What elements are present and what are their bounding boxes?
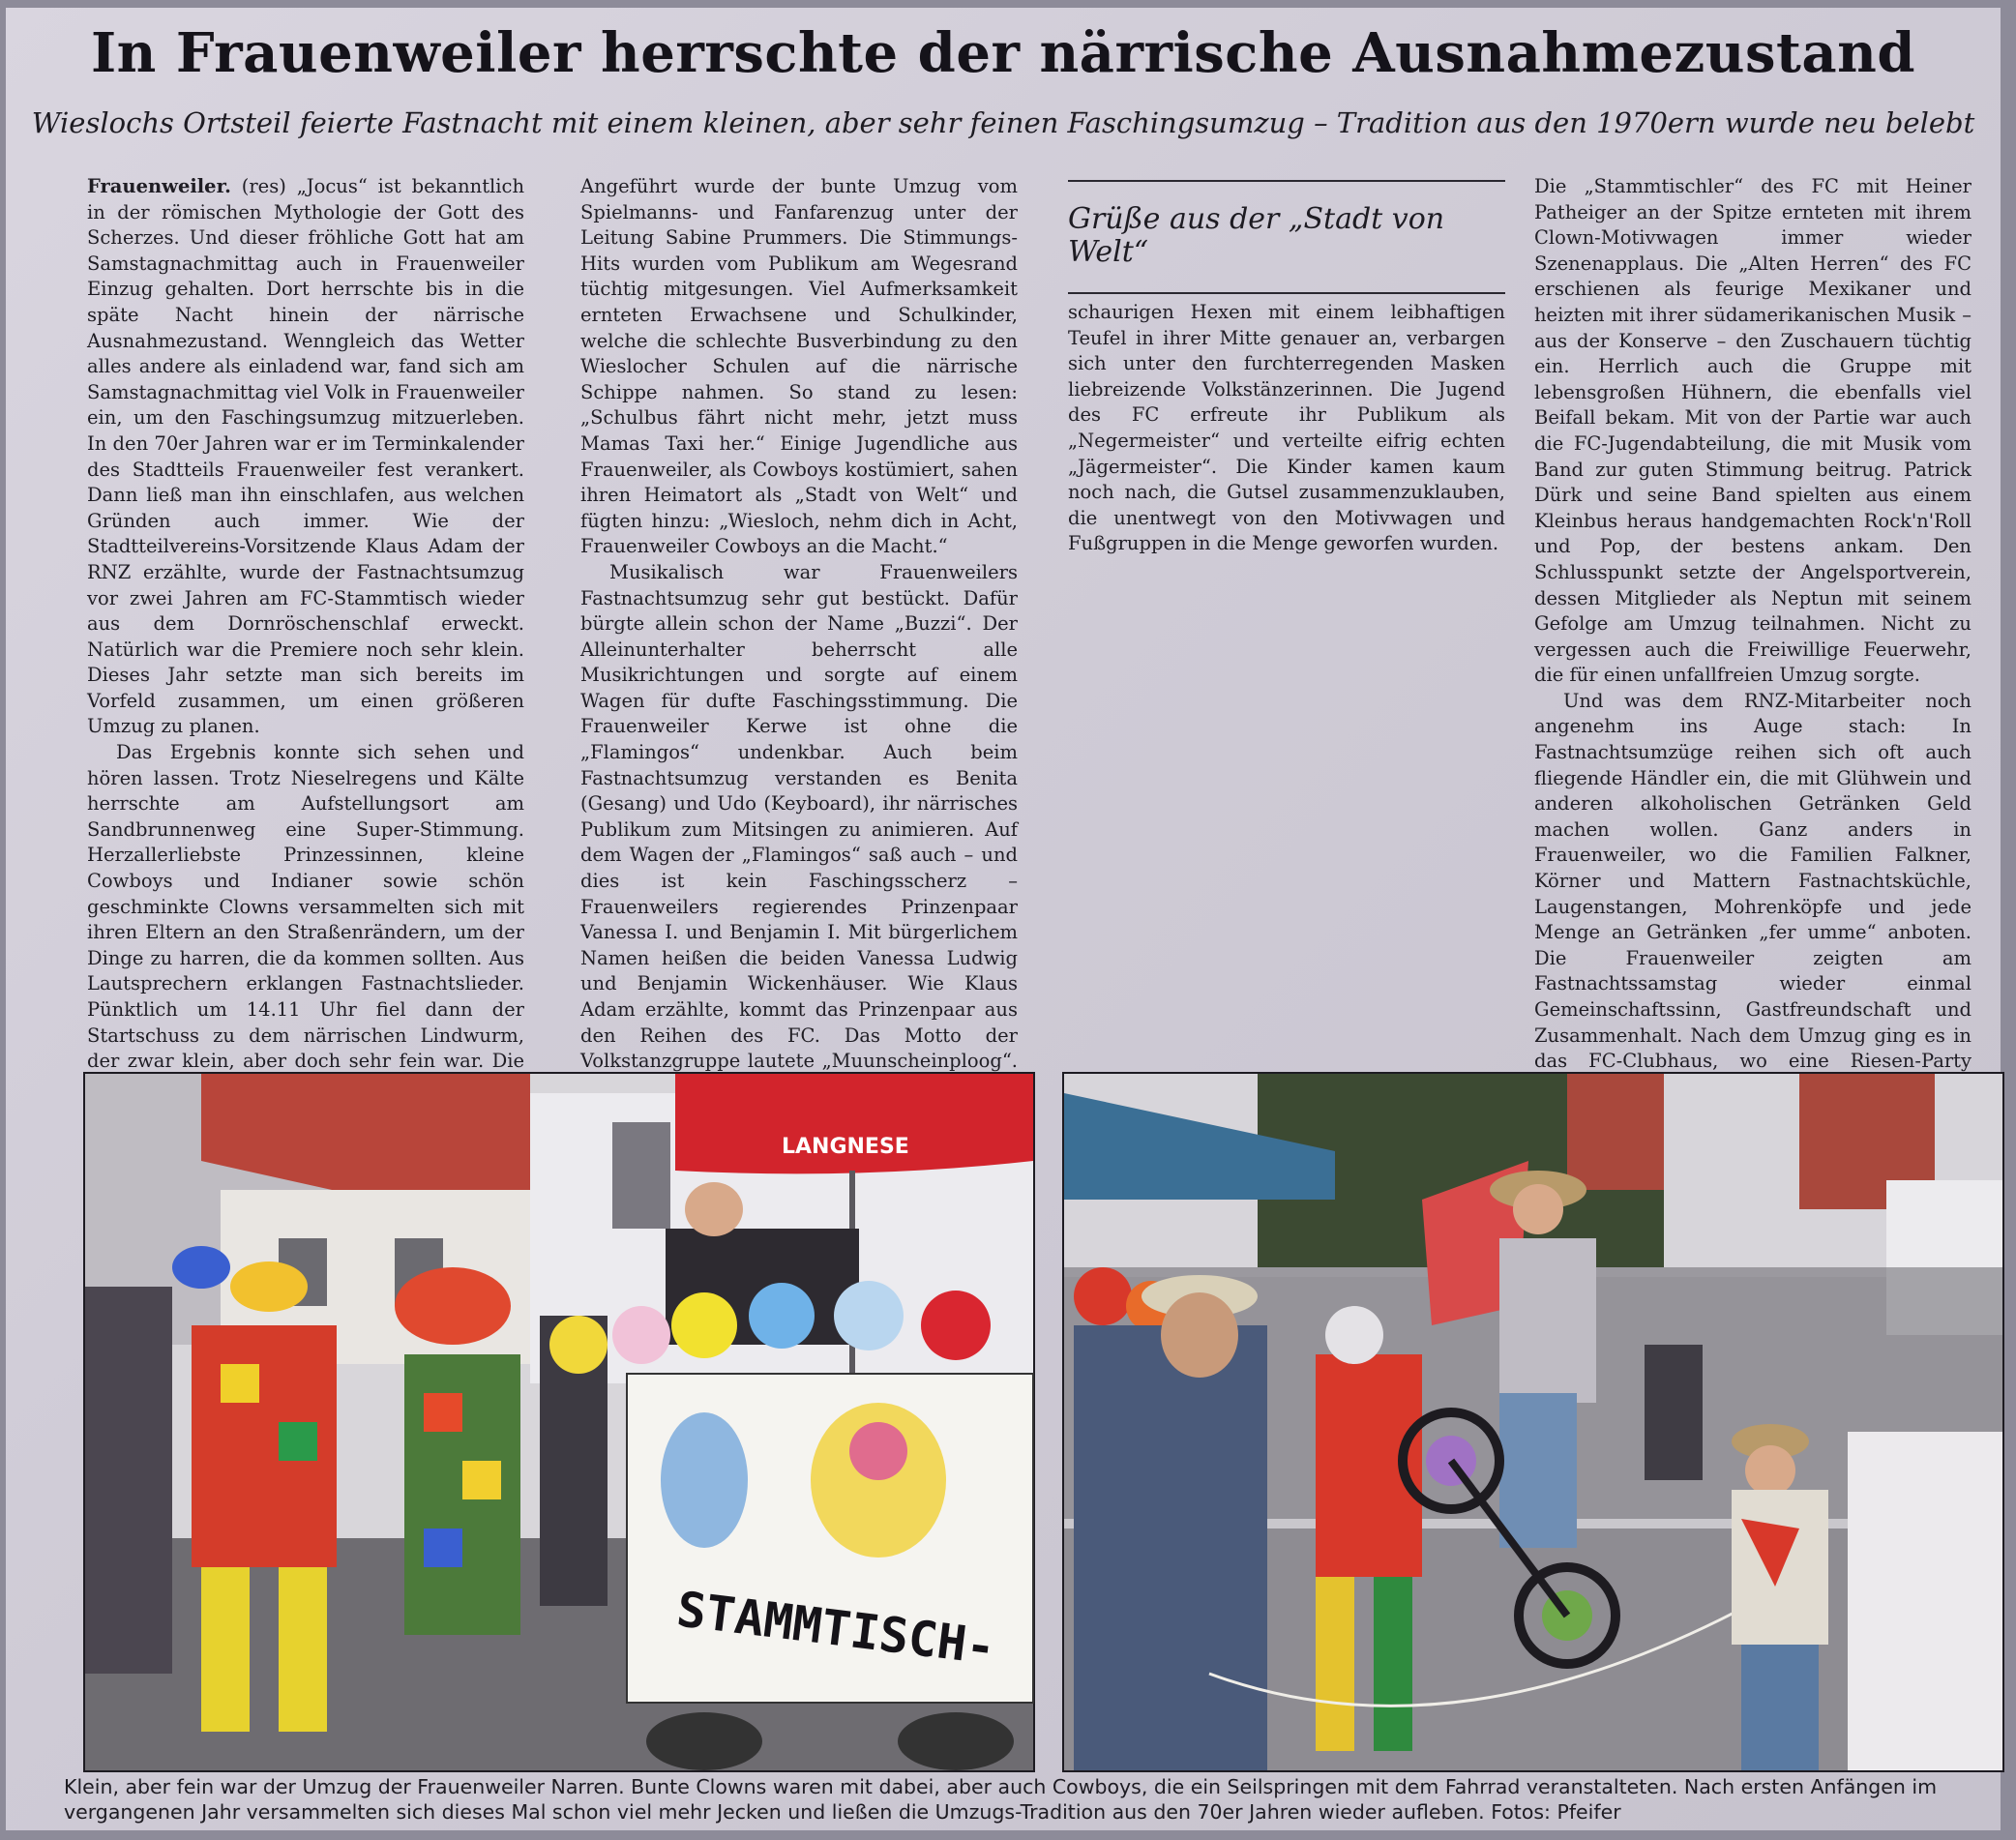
article-paragraph-7: Und was dem RNZ-Mitarbeiter noch angenehm ins Auge stach: In Fastnachtsumzüge reihen sich oft auch fliegende Händler ein, die mit Glühwein und anderen alkoholischen Getränken Geld machen wollen. Ganz anders in Frauenweiler, wo die Familien Falkner, Körner und Mattern Fastnachtsküchle, Laugenstangen, Mohrenköpfe und jede Menge an Getränken „fer umme“ anboten. Die Frauenweiler zeigten am Fastnachtssamstag wieder einmal Gemeinschaftssinn, Gastfreundschaft und Zusammenhalt. Nach dem Umzug ging es in das FC-Clubhaus, wo eine Riesen-Party [1534, 689, 1972, 1073]
banner-text: STAMMTISCH- [673, 1581, 999, 1677]
dateline: Frauenweiler. [87, 175, 231, 197]
photo-caption: Klein, aber fein war der Umzug der Frauenweiler Narren. Bunte Clowns waren mit dabei, aber auch Cowboys, die ein Seilspringen mit dem Fahrrad veranstalteten. Nach ersten Anfängen im vergangenen Jahr versammelten sich dieses Mal schon viel mehr Jecken und ließen die Umzugs-Tradition aus den 70er Jahren wieder aufleben. Fotos: Pfeifer [64, 1775, 1938, 1824]
article-paragraph-3: Angeführt wurde der bunte Umzug vom Spielmanns- und Fanfarenzug unter der Leitung Sabine Prummers. Die Stimmungs-Hits wurden vom Publikum am Wegesrand tüchtig mitgesungen. Viel Aufmerksamkeit ernteten Erwachsene und Schulkinder, welche die schlechte Busverbindung zu den Wieslocher Schulen auf die närrische Schippe nahmen. So stand zu lesen: „Schulbus fährt nicht mehr, jetzt muss Mamas Taxi her.“ Einige Jugendliche aus Frauenweiler, als Cowboys kostümiert, sahen ihren Heimatort als „Stadt von Welt“ und fügten hinzu: „Wiesloch, nehm dich in Acht, Frauenweiler Cowboys an die Macht.“ [580, 175, 1018, 558]
photo-clowns-illustration [85, 1074, 1033, 1770]
photo-cowboys-illustration [1064, 1074, 2002, 1770]
article-paragraph-2: Das Ergebnis konnte sich sehen und hören lassen. Trotz Nieselregens und Kälte herrschte am Aufstellungsort am Sandbrunnenweg eine Super-Stimmung. Herzallerliebste Prinzessinnen, kleine Cowboys und Indianer sowie schön geschminkte Clowns versammelten sich mit ihren Eltern an den Straßenrändern, um der Dinge zu harren, die da kommen sollten. Aus Lautsprechern erklangen Fastnachtslieder. Pünktlich um 14.11 Uhr fiel dann der Startschuss zu dem närrischen Lindwurm, der zwar klein, aber doch sehr fein war. Die [87, 741, 524, 1073]
article-paragraph-1 [87, 174, 524, 740]
article-column-3 [1068, 174, 1505, 1054]
section-heading: Grüße aus der „Stadt von Welt“ [1068, 180, 1505, 294]
article-column-4 [1534, 174, 1972, 1073]
photo-cowboys-bicycle [1062, 1072, 2004, 1772]
article-paragraph-5: schaurigen Hexen mit einem leibhaftigen Teufel in ihrer Mitte genauer an, verbargen sich unter den furchterregenden Masken liebreizende Volkstänzerinnen. Die Jugend des FC erfreute ihr Publikum als „Negermeister“ und verteilte eifrig echten „Jägermeister“. Die Kinder kamen kaum noch nach, die Gutsel zusammenzuklauben, die unentwegt von den Motivwagen und Fußgruppen in die Menge geworfen wurden. [1068, 301, 1505, 555]
newspaper-page [6, 8, 2001, 1830]
umbrella-text: LANGNESE [782, 1135, 909, 1159]
paragraph-1-text: (res) „Jocus“ ist bekanntlich in der römischen Mythologie der Gott des Scherzes. Und dieser fröhliche Gott hat am Samstagnachmittag auch in Frauenweiler Einzug gehalten. Dort herrschte bis in die späte Nacht hinein der närrische Ausnahmezustand. Wenngleich das Wetter alles andere als einladend war, fand sich am Samstagnachmittag viel Volk in Frauenweiler ein, um den Faschingsumzug mitzuerleben. In den 70er Jahren war er im Terminkalender des Stadtteils Frauenweiler fest verankert. Dann ließ man ihn einschlafen, aus welchen Gründen auch immer. Wie der Stadtteilvereins-Vorsitzende Klaus Adam der RNZ erzählte, wurde der Fastnachtsumzug vor zwei Jahren am FC-Stammtisch wieder aus dem Dornröschenschlaf erweckt. Natürlich war die Premiere noch sehr klein. Dieses Jahr setzte man sich bereits im Vorfeld zusammen, um einen größeren Umzug zu planen. [87, 175, 524, 738]
article-paragraph-6: Die „Stammtischler“ des FC mit Heiner Patheiger an der Spitze ernteten mit ihrem Clown-Motivwagen immer wieder Szenenapplaus. Die „Alten Herren“ des FC erschienen als feurige Mexikaner und heizten mit ihrer südamerikanischen Musik – aus der Konserve – den Zuschauern tüchtig ein. Herrlich auch die Gruppe mit lebensgroßen Hühnern, die ebenfalls viel Beifall bekam. Mit von der Partie war auch die FC-Jugendabteilung, die mit Musik vom Band zur guten Stimmung beitrug. Patrick Dürk und seine Band spielten aus einem Kleinbus heraus handgemachten Rock'n'Roll und Pop, der bestens ankam. Den Schlusspunkt setzte der Angelsportverein, dessen Mitglieder als Neptun mit seinem Gefolge am Umzug teilnahmen. Nicht zu vergessen auch die Freiwillige Feuerwehr, die für einen unfallfreien Umzug sorgte. [1534, 175, 1972, 687]
photo-clowns-parade [83, 1072, 1035, 1772]
headline: In Frauenweiler herrschte der närrische Ausnahmezustand [90, 21, 1916, 85]
article-paragraph-4: Musikalisch war Frauenweilers Fastnachtsumzug sehr gut bestückt. Dafür bürgte allein schon der Name „Buzzi“. Der Alleinunterhalter beherrscht alle Musikrichtungen und sorgte auf einem Wagen für dufte Faschingsstimmung. Die Frauenweiler Kerwe ist ohne die „Flamingos“ undenkbar. Auch beim Fastnachtsumzug verstanden es Benita (Gesang) und Udo (Keyboard), ihr närrisches Publikum zum Mitsingen zu animieren. Auf dem Wagen der „Flamingos“ saß auch – und dies ist kein Faschingsscherz – Frauenweilers regierendes Prinzenpaar Vanessa I. und Benjamin I. Mit bürgerlichem Namen heißen die beiden Vanessa Ludwig und Benjamin Wickenhäuser. Wie Klaus Adam erzählte, kommt das Prinzenpaar aus den Reihen des FC. Das Motto der Volkstanzgruppe lautete „Muunscheinploog“. [580, 560, 1018, 1073]
subheadline: Wieslochs Ortsteil feierte Fastnacht mit einem kleinen, aber sehr feinen Faschingsumzug – Tradition aus den 1970ern wurde neu belebt [31, 106, 1975, 139]
article-column-1 [87, 174, 524, 1073]
article-column-2 [580, 174, 1018, 1073]
